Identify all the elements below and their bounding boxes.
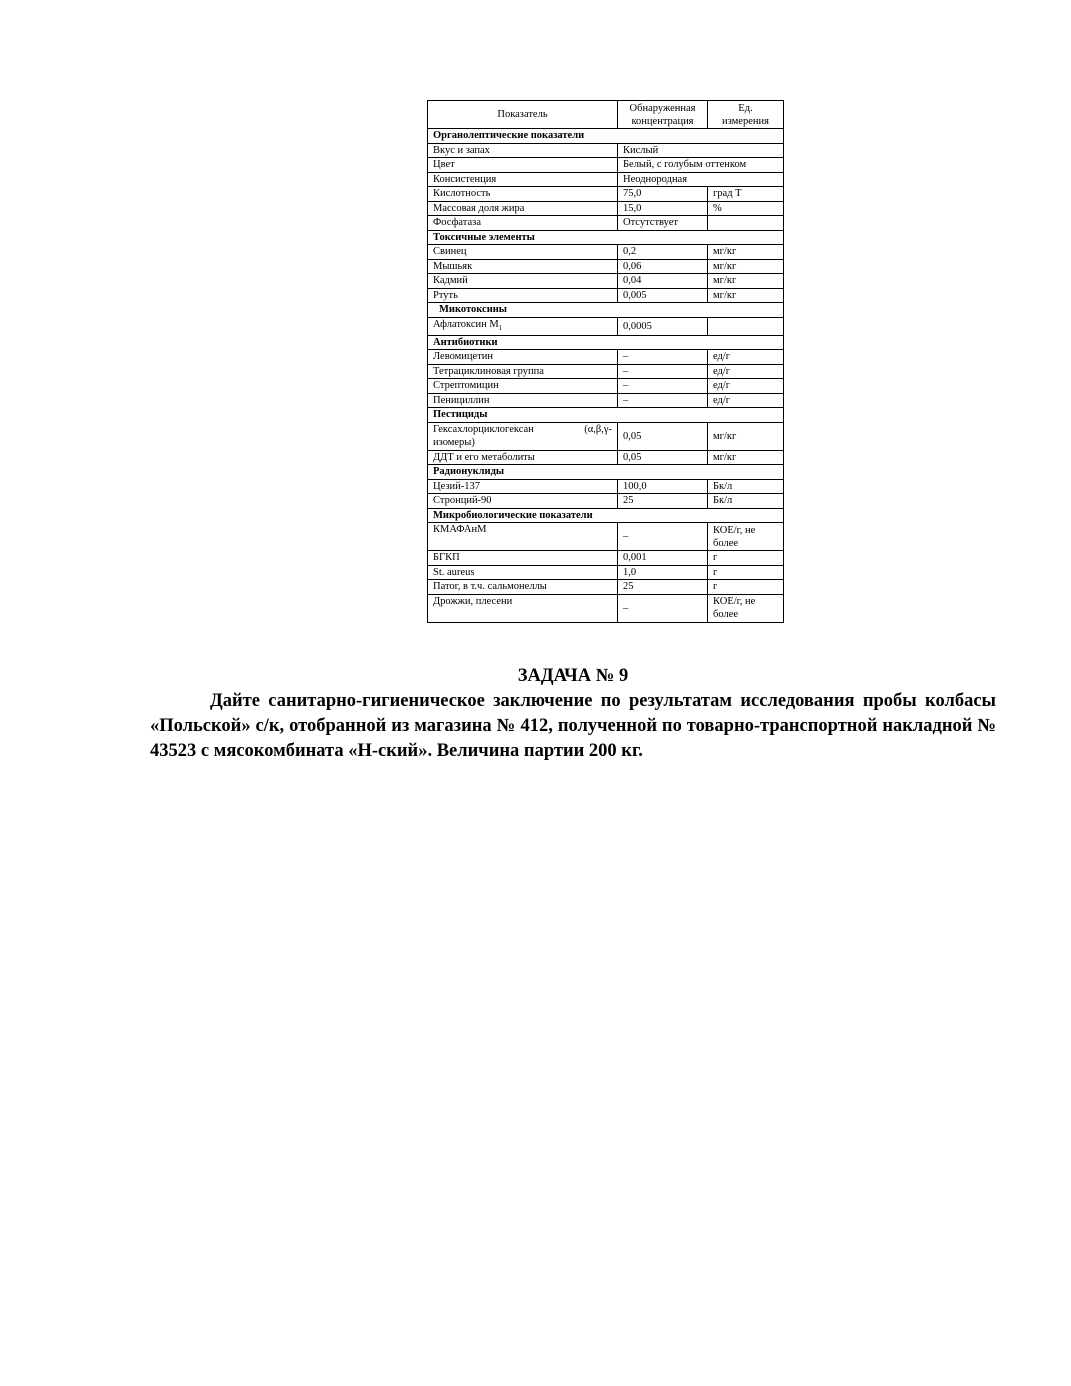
table-row: Левомицетин – ед/г	[428, 350, 784, 365]
yeast-unit: КОЕ/г, не более	[708, 594, 784, 622]
table-row: Фосфатаза Отсутствует	[428, 216, 784, 231]
table-row: Кадмий 0,04 мг/кг	[428, 274, 784, 289]
header-concentration: Обнаруженная концентрация	[618, 101, 708, 129]
table-row: Стрептомицин – ед/г	[428, 379, 784, 394]
task-block	[150, 664, 996, 764]
section-organoleptic: Органолептические показатели	[428, 129, 784, 144]
section-radionuclides: Радионуклиды	[428, 465, 784, 480]
hch-name: Гексахлорциклогексан (α,β,γ- изомеры)	[428, 422, 618, 450]
table-row: Пенициллин – ед/г	[428, 393, 784, 408]
aflatoxin-name: Афлатоксин $M_1$	[428, 317, 618, 335]
task-title: ЗАДАЧА № 9	[517, 666, 629, 686]
table-row: ДДТ и его метаболиты 0,05 мг/кг	[428, 450, 784, 465]
table-row: Афлатоксин $M_1$ 0,0005	[428, 317, 784, 335]
table-row: Массовая доля жира 15,0 %	[428, 201, 784, 216]
table-row: Кислотность 75,0 град Т	[428, 187, 784, 202]
section-microbiological: Микробиологические показатели	[428, 508, 784, 523]
table-row: Мышьяк 0,06 мг/кг	[428, 259, 784, 274]
table-row: Стронций-90 25 Бк/л	[428, 494, 784, 509]
table-header-row	[428, 101, 784, 129]
table-row: КМАФАнМ – КОЕ/г, не более	[428, 523, 784, 551]
table-row: Вкус и запах Кислый	[428, 143, 784, 158]
table-row: Тетрациклиновая группа – ед/г	[428, 364, 784, 379]
task-text: Дайте санитарно-гигиеническое заключение по результатам исследования пробы колбасы «Польской» с/к, отобранной из магазина № 412, полученной по товарно-транспортной накладной № 43523 с мясокомбината «Н-ский». Величина партии 200 кг.	[150, 691, 996, 761]
table-row: Консистенция Неоднородная	[428, 172, 784, 187]
table-row: БГКП 0,001 г	[428, 551, 784, 566]
table-row: St. aureus 1,0 г	[428, 565, 784, 580]
table-row: Цвет Белый, с голубым оттенком	[428, 158, 784, 173]
kmafanm-unit: КОЕ/г, не более	[708, 523, 784, 551]
section-pesticides: Пестициды	[428, 408, 784, 423]
table-row: Свинец 0,2 мг/кг	[428, 245, 784, 260]
header-unit: Ед. измерения	[708, 101, 784, 129]
table-row: Дрожжи, плесени – КОЕ/г, не более	[428, 594, 784, 622]
section-antibiotics: Антибиотики	[428, 335, 784, 350]
table-row: Гексахлорциклогексан (α,β,γ- изомеры) 0,05 мг/кг	[428, 422, 784, 450]
results-table	[427, 100, 784, 623]
table-row: Патог, в т.ч. сальмонеллы 25 г	[428, 580, 784, 595]
header-indicator: Показатель	[428, 101, 618, 129]
section-toxic: Токсичные элементы	[428, 230, 784, 245]
section-mycotoxins: Микотоксины	[428, 303, 784, 318]
table-row: Ртуть 0,005 мг/кг	[428, 288, 784, 303]
table-row: Цезий-137 100,0 Бк/л	[428, 479, 784, 494]
